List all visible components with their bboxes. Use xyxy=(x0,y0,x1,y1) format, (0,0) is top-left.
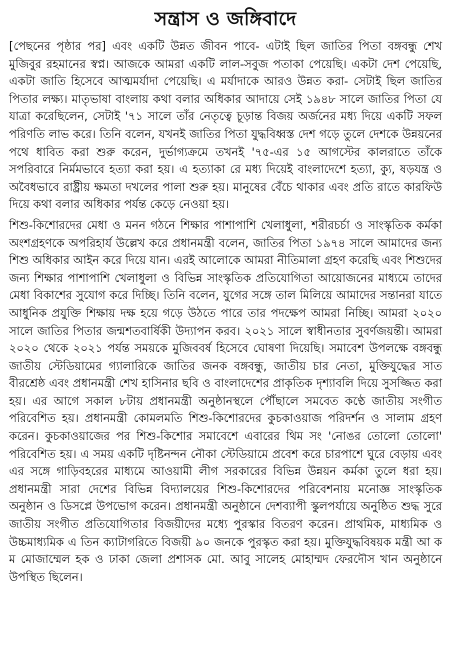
article-headline: সন্ত্রাস ও জঙ্গিবাদে xyxy=(154,8,297,30)
paragraph-1-text: এবং একটি উন্নত জীবন পাবে- এটাই ছিল জাতির পিতা বঙ্গবন্ধু শেখ মুজিবুর রহমানের স্বপ্ন। আজকে আমরা একটি লাল-সবুজ পতাকা পেয়েছি। একটা দেশ পেয়েছি, একটা জাতি হিসেবে আত্মমর্যাদা পেয়েছি। এ মর্যাদাকে আরও উন্নত করা- সেটাই ছিল জাতির পিতার লক্ষ্য। মাতৃভাষা বাংলায় কথা বলার অধিকার আদায়ে সেই ১৯৪৮ সালে জাতির পিতা যে যাত্রা করেছিলেন, সেটাই '৭১ সালে তাঁর নেতৃত্বে চূড়ান্ত বিজয় অর্জনের মধ্য দিয়ে একটি সফল পরিণতি লাভ করে। তিনি বলেন, যখনই জাতির পিতা যুদ্ধবিধ্বস্ত দেশ গড়ে তুলে দেশকে উন্নয়নের পথে ধাবিত করা শুরু করেন, দুর্ভাগ্যক্রমে তখনই '৭৫-এর ১৫ আগস্টের কালরাতে তাঁকে সপরিবারে নির্মমভাবে হত্যা করা হয়। এ হত্যাকা রে মধ্য দিয়েই বাংলাদেশে হত্যা, ক্যু, ষড়যন্ত্র ও অবৈধভাবে রাষ্ট্রীয় ক্ষমতা দখলের পালা শুরু হয়। মানুষের বেঁচে থাকার এবং প্রতি রাতে কারফিউ দিয়ে কথা বলার অধিকার পর্যন্ত কেড়ে নেওয়া হয়। xyxy=(9,39,443,212)
article-paragraph-1 xyxy=(9,38,442,214)
article-paragraph-2: শিশু-কিশোরদের মেধা ও মনন গঠনে শিক্ষার পাশাপাশি খেলাধুলা, শরীরচর্চা ও সাংস্কৃতিক কর্মকা অংশগ্রহণকে অপরিহার্য উল্লেখ করে প্রধানমন্ত্রী বলেন, জাতির পিতা ১৯৭৪ সালে আমাদের জন্য শিশু অধিকার আইন করে দিয়ে যান। এরই আলোকে আমরা নীতিমালা গ্রহণ করেছি এবং শিশুদের জন্য শিক্ষার পাশাপাশি খেলাধুলা ও বিভিন্ন সাংস্কৃতিক প্রতিযোগিতা আয়োজনের মাধ্যমে তাদের মেধা বিকাশের সুযোগ করে দিচ্ছি। তিনি বলেন, যুগের সঙ্গে তাল মিলিয়ে আমাদের সন্তানরা যাতে আধুনিক প্রযুক্তি শিক্ষায় দক্ষ হয়ে গড়ে উঠতে পারে তার পদক্ষেপ আমরা নিচ্ছি। আমরা ২০২০ সালে জাতির পিতার জন্মশতবার্ষিকী উদ্যাপন করব। ২০২১ সালে স্বাধীনতার সুবর্ণজয়ন্তী। আমরা ২০২০ থেকে ২০২১ পর্যন্ত সময়কে মুজিববর্ষ হিসেবে ঘোষণা দিয়েছি। সমাবেশ উপলক্ষে বঙ্গবন্ধু জাতীয় স্টেডিয়ামের গ্যালারিকে জাতির জনক বঙ্গবন্ধু, জাতীয় চার নেতা, মুক্তিযুদ্ধের সাত বীরশ্রেষ্ঠ এবং প্রধানমন্ত্রী শেখ হাসিনার ছবি ও বাংলাদেশের প্রাকৃতিক দৃশ্যাবলি দিয়ে সুসজ্জিত করা হয়। এর আগে সকাল ৮টায় প্রধানমন্ত্রী অনুষ্ঠানস্থলে পৌঁছালে সমবেত কণ্ঠে জাতীয় সংগীত পরিবেশিত হয়। প্রধানমন্ত্রী কোমলমতি শিশু-কিশোরদের কুচকাওয়াজ পরিদর্শন ও সালাম গ্রহণ করেন। কুচকাওয়াজের পর শিশু-কিশোর সমাবেশে এবারের থিম সং 'নোঙর তোলো তোলো' পরিবেশিত হয়। এ সময় একটি দৃষ্টিনন্দন নৌকা স্টেডিয়ামে প্রবেশ করে চারপাশে ঘুরে বেড়ায় এবং এর সঙ্গে গাড়িবহরের মাধ্যমে আওয়ামী লীগ সরকারের বিভিন্ন উন্নয়ন কর্মকা তুলে ধরা হয়। প্রধানমন্ত্রী সারা দেশের বিভিন্ন বিদ্যালয়ের শিশু-কিশোরদের পরিবেশনায় মনোজ্ঞ সাংস্কৃতিক অনুষ্ঠান ও ডিসপ্লে উপভোগ করেন। প্রধানমন্ত্রী অনুষ্ঠানে দেশব্যাপী স্কুলপর্যায়ে অনুষ্ঠিত শুদ্ধ সুরে জাতীয় সংগীত প্রতিযোগিতার বিজয়ীদের মধ্যে পুরস্কার বিতরণ করেন। প্রাথমিক, মাধ্যমিক ও উচ্চমাধ্যমিক এ তিন ক্যাটাগরিতে বিজয়ী ৯০ জনকে পুরস্কৃত করা হয়। মুক্তিযুদ্ধবিষয়ক মন্ত্রী আ ক ম মোজাম্মেল হক ও ঢাকা জেলা প্রশাসক মো. আবু সালেহ মোহাম্মদ ফেরদৌস খান অনুষ্ঠানে উপস্থিত ছিলেন। xyxy=(9,217,442,584)
continued-from-tag: [পেছনের পৃষ্ঠার পর] xyxy=(9,39,106,53)
